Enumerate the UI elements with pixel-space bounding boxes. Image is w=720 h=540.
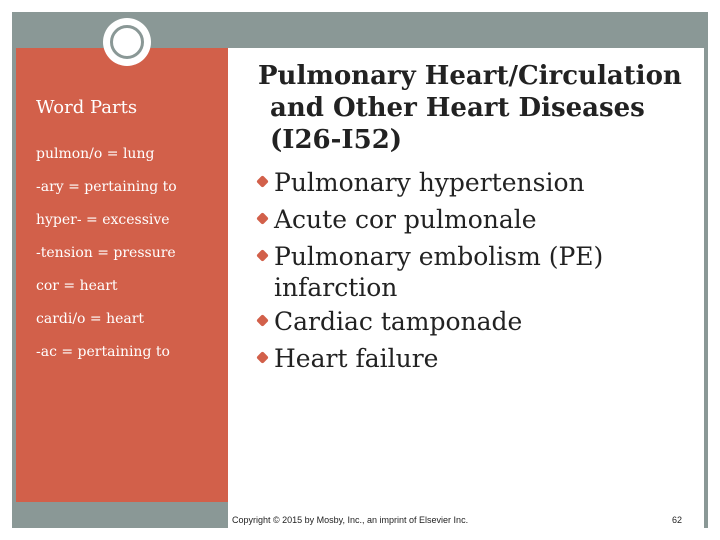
bullet-text: Acute cor pulmonale: [274, 205, 537, 234]
bullet-text: Heart failure: [274, 344, 439, 373]
bullet-text-continuation: infarction: [274, 273, 398, 302]
word-parts-heading: Word Parts: [36, 97, 138, 118]
diamond-bullet-icon: [256, 351, 269, 364]
slide-title-line: and Other Heart Diseases: [270, 93, 645, 123]
bullet-text: Pulmonary embolism (PE): [274, 242, 604, 271]
bullet-item: [258, 340, 698, 377]
bullet-text: Pulmonary hypertension: [274, 168, 585, 197]
slide-title-line: (I26-I52): [270, 125, 403, 155]
diamond-bullet-icon: [256, 249, 269, 262]
word-part-item: -ac = pertaining to: [36, 344, 170, 360]
frame-right-edge: [704, 12, 708, 528]
page-number: 62: [672, 515, 683, 525]
diamond-bullet-icon: [256, 314, 269, 327]
bullet-item: [258, 303, 698, 340]
diamond-bullet-icon: [256, 212, 269, 225]
bullet-item: [258, 164, 698, 201]
bullet-text: Cardiac tamponade: [274, 307, 523, 336]
diamond-bullet-icon: [256, 175, 269, 188]
bullet-item: [258, 238, 698, 303]
word-part-item: hyper- = excessive: [36, 212, 170, 228]
word-part-item: cor = heart: [36, 278, 118, 294]
copyright-notice: Copyright © 2015 by Mosby, Inc., an imprint of Elsevier Inc.: [232, 515, 469, 525]
word-part-item: -ary = pertaining to: [36, 179, 177, 195]
word-part-item: -tension = pressure: [36, 245, 176, 261]
decorative-circle-icon: [103, 18, 151, 66]
slide-title-line: Pulmonary Heart/Circulation: [258, 61, 682, 91]
bullet-list: [258, 164, 698, 377]
word-part-item: cardi/o = heart: [36, 311, 145, 327]
bullet-item: [258, 201, 698, 238]
slide-title: [258, 60, 698, 156]
word-part-item: pulmon/o = lung: [36, 146, 155, 162]
